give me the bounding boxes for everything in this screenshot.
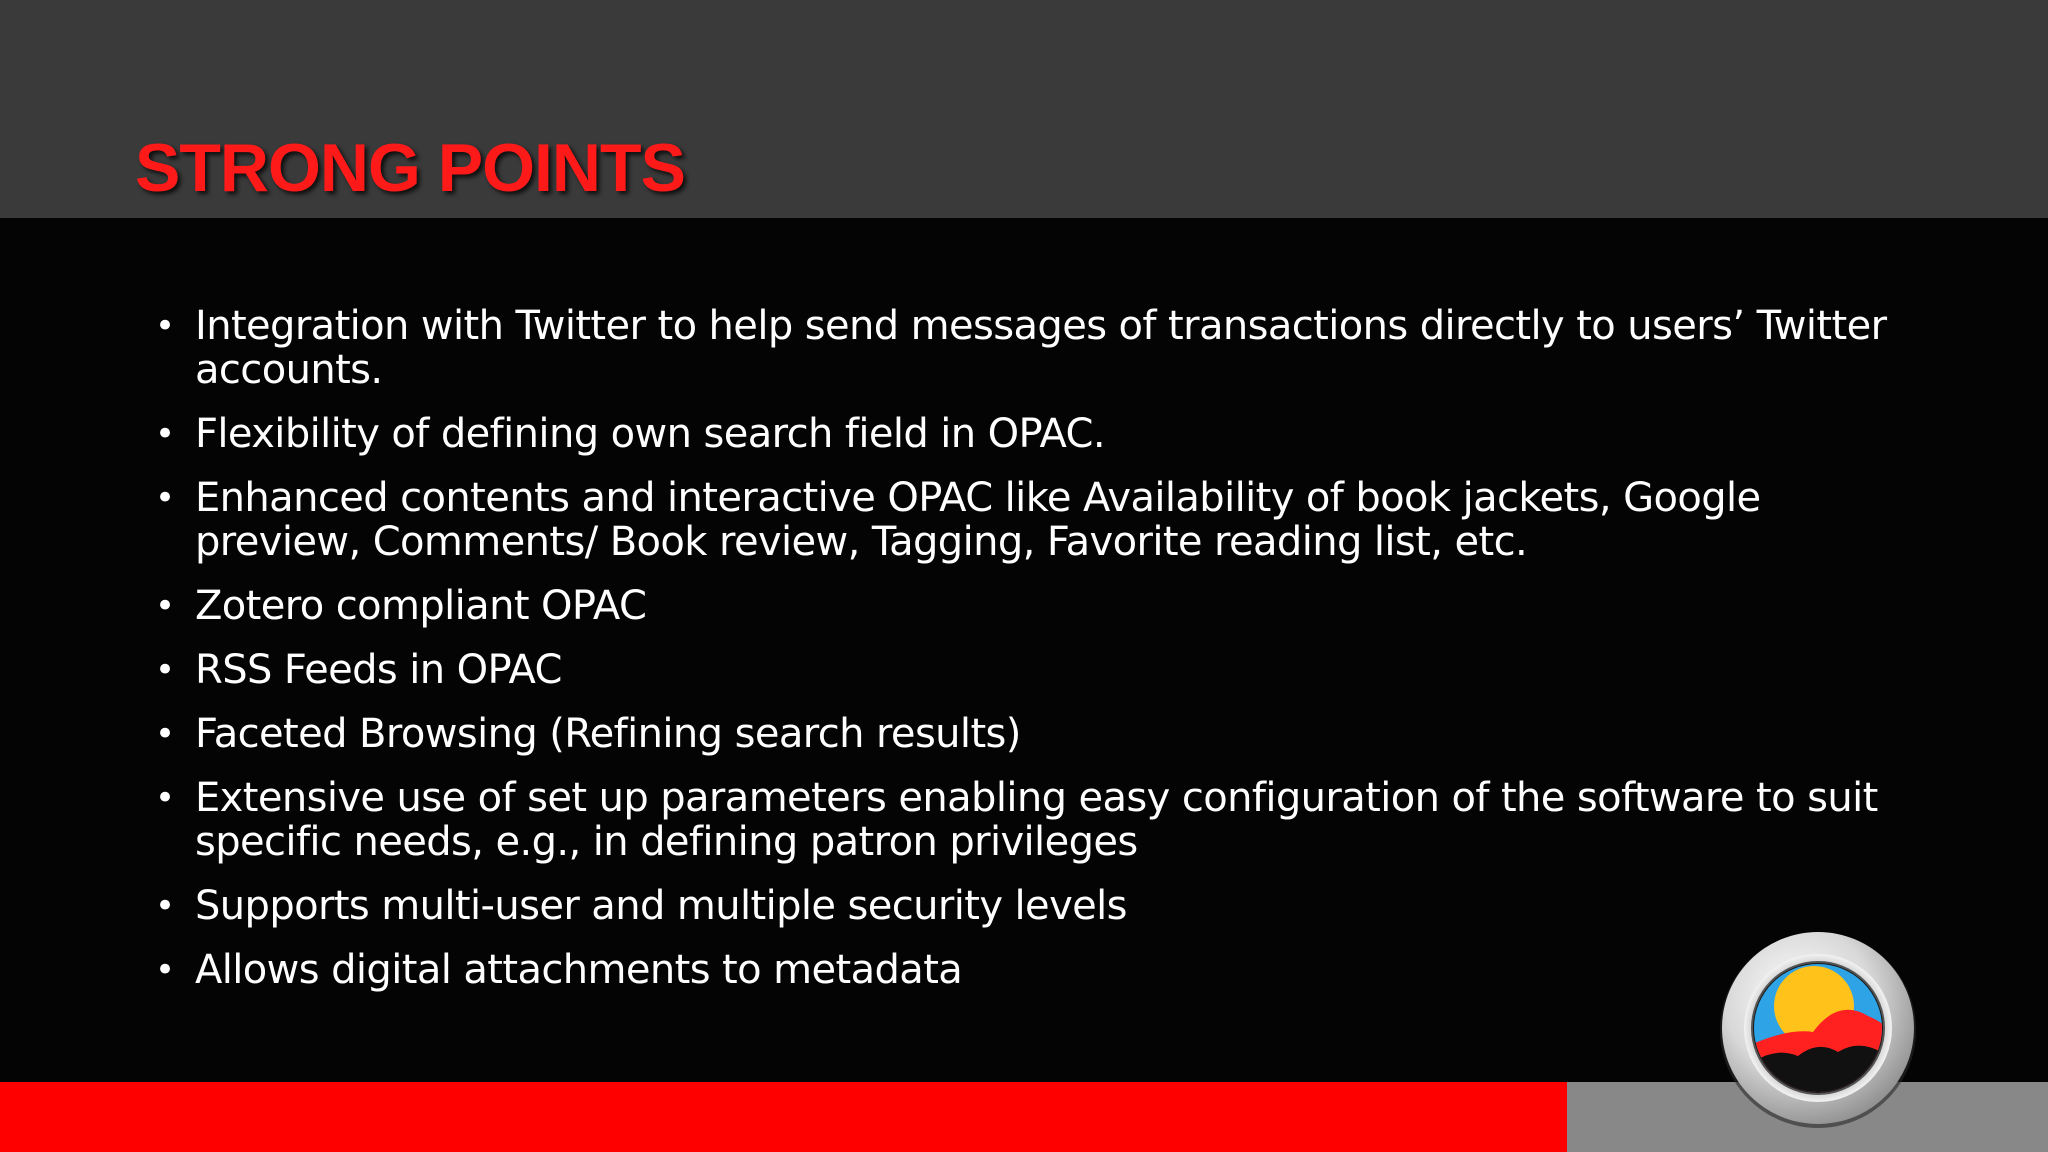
bullet-text: Extensive use of set up parameters enabling easy configuration of the software to suit specific needs, e.g., in defining patron privileges bbox=[195, 775, 1878, 865]
bullet-item bbox=[150, 776, 1910, 864]
bullet-list bbox=[150, 304, 1910, 1012]
bullet-text: Allows digital attachments to metadata bbox=[195, 947, 963, 993]
bullet-dot: • bbox=[155, 306, 175, 346]
bullet-dot: • bbox=[155, 650, 175, 690]
bullet-text: Integration with Twitter to help send messages of transactions directly to users’ Twitter accounts. bbox=[195, 303, 1887, 393]
bullet-dot: • bbox=[155, 714, 175, 754]
bullet-item bbox=[150, 476, 1910, 564]
bullet-dot: • bbox=[155, 778, 175, 818]
bullet-text: Supports multi-user and multiple security levels bbox=[195, 883, 1127, 929]
bullet-item bbox=[150, 304, 1910, 392]
bullet-dot: • bbox=[155, 950, 175, 990]
bullet-item bbox=[150, 712, 1910, 756]
bullet-item bbox=[150, 884, 1910, 928]
slide-title: STRONG POINTS bbox=[135, 130, 685, 206]
footer-bar-red bbox=[0, 1082, 1567, 1152]
bullet-item bbox=[150, 948, 1910, 992]
bullet-item bbox=[150, 412, 1910, 456]
bullet-text: Enhanced contents and interactive OPAC like Availability of book jackets, Google preview, Comments/ Book review, Tagging, Favorite reading list, etc. bbox=[195, 475, 1761, 565]
bullet-dot: • bbox=[155, 414, 175, 454]
bullet-item bbox=[150, 584, 1910, 628]
bullet-dot: • bbox=[155, 586, 175, 626]
bullet-dot: • bbox=[155, 886, 175, 926]
bullet-text: Zotero compliant OPAC bbox=[195, 583, 647, 629]
bullet-item bbox=[150, 648, 1910, 692]
bullet-text: RSS Feeds in OPAC bbox=[195, 647, 562, 693]
bullet-text: Flexibility of defining own search field in OPAC. bbox=[195, 411, 1105, 457]
bullet-dot: • bbox=[155, 478, 175, 518]
circular-logo-icon bbox=[1718, 928, 1918, 1128]
bullet-text: Faceted Browsing (Refining search results) bbox=[195, 711, 1021, 757]
